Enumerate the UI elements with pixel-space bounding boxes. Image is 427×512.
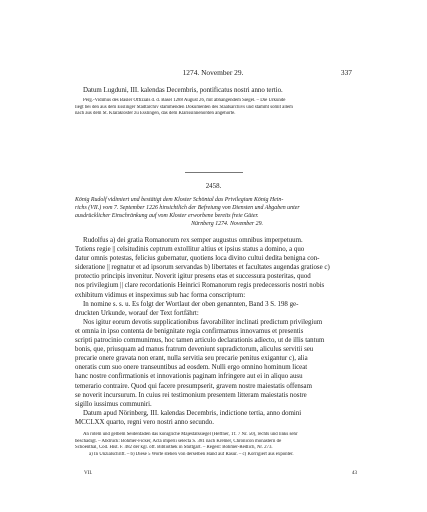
running-header (74, 68, 352, 80)
dating-line: Datum Lugduni, III. kalendas Decembris, pontificatus nostri anno tertio. (83, 87, 283, 94)
place-and-date: Nürnberg 1274. November 29. (191, 221, 263, 227)
editorial-insert-line: druckten Urkunde, worauf der Text fortfährt: (75, 309, 199, 317)
body-line: Rudolfus a) dei gratia Romanorum rex semper augustus omnibus imperpetuum. (83, 237, 303, 244)
header-date: 1274. November 29. (182, 68, 244, 77)
note-line: liegt bei den aus dem Esslinger Stadtarchiv stammenden Dokumenten des Staatsarchivs und stammt somit allem (75, 104, 293, 110)
body-line: precarie onere gravata non erant, nulla servitia seu precarie penitus exigantur c), alia (75, 355, 308, 363)
body-line: nos privilegium || clare recordationis Heinrici Romanorum regis predecessoris nostri nobis (75, 282, 325, 290)
heading-line: ausdrücklicher Einschränkung auf vom Kloster erworbene bereits freie Güter. (75, 213, 259, 219)
page-footer (84, 470, 357, 480)
body-line: MCCLXX quarto, regni vero nostri anno secundo. (75, 418, 214, 426)
volume-signature: VII. (84, 470, 93, 476)
document-heading (75, 196, 353, 228)
heading-line: König Rudolf vidimiert und bestätigt dem Kloster Schöntal das Privilegium König Hein- (75, 197, 284, 203)
previous-document-ending (75, 86, 353, 118)
section-divider (185, 172, 243, 173)
editorial-insert-line: In nomine s. s. u. Es folgt der Wortlaut der oben genannten, Band 3 S. 198 ge- (83, 300, 299, 308)
document-number: 2458. (205, 183, 222, 190)
body-line: sideratione || regnatur et ad ipsorum servandas b) libertates et facultates augendas gratiose c) (75, 264, 330, 272)
page-number: 337 (340, 68, 352, 77)
apparatus-line: An rotem und gelbem Seidenfäden das königliche Majestätssiegel (Heffner, Tf. 7 Nr. 50), rechts und links sehr (83, 432, 298, 437)
apparatus-line: a) In Unzialschrift. – b) Diese 5 Worte stehen von derselben Hand auf Rasur. – c) Korrigiert aus exponter. (89, 451, 294, 457)
body-line: Datum apud Nörinberg, III. kalendas Decembris, indictione tertia, anno domini (83, 409, 302, 417)
body-line: oneratis cum suo onere transeuntibus ad eosdem. Nulli ergo omnino hominum liceat (75, 364, 308, 372)
body-line: exhibitum vidimus et inspeximus sub hac forma conscriptum: (75, 291, 246, 299)
body-line: Nos igitur eorum devotis supplicationibus favorabiliter inclinati predictum privilegium (83, 318, 323, 326)
note-line: Perg.-Vidimus des Basler Offizials d. d. Basel 1288 August 26, mit abhangendem Siegel. – Die Urkunde (83, 98, 286, 104)
body-line: datur omnis potestas, felicius gubernatur, quotiens loca divino cultui dedita benigna con- (75, 255, 320, 263)
sheet-signature: 43 (351, 470, 357, 476)
body-line: temerario contraire. Quod qui facere presumpserit, gravem nostre maiestatis offensam (75, 382, 312, 390)
body-line: bonis, que, priusquam ad manus fratrum deveniunt supradictorum, aliculus servitii seu (75, 346, 314, 354)
document-body (75, 236, 353, 427)
body-line: sigillo iussimus communiri. (75, 400, 152, 408)
document-notes (75, 432, 353, 458)
apparatus-line: Schoenthal, Cod. Hist. F. 482 der kgl. öff. Bibliothek in Stuttgart. – Regest: Böhmer-Redlich, Nr. 273. (75, 445, 273, 451)
heading-line: richs (VII.) vom 7. September 1226 hinsichtlich der Befreiung von Diensten und Abgaben unter (75, 205, 300, 211)
body-line: et omnia in ipso contenta de benignitate regia confirmamus innovamus et presentis (75, 327, 304, 335)
previous-document-note (75, 98, 353, 118)
body-line: hanc nostre confirmationis et innovationis paginam infringere aut ei in aliquo ausu (75, 373, 303, 381)
body-line: se noverit incursurum. In cuius rei testimonium presentem litteram maiestatis nostre (75, 391, 307, 399)
body-line: Totiens regie || celsitudinis ceptrum extollitur altius et ipsius status a domino, a quo (75, 246, 305, 254)
body-line: protectio principis invenitur. Noverit igitur presens etas et successura posteritas, quod (75, 273, 311, 281)
apparatus-line: beschädigt. – Abdruck: Böhmer-Ficker, Acta imperii selecta S. 381 nach Kremer, Chronicon monasterii de (75, 438, 282, 444)
note-line: nach aus dem St. Klarakloster zu Esslingen, das dem Klarissinnenorden angehörte. (75, 111, 236, 117)
body-line: scripti patrocinio communimus, hoc tamen articulo declarationis adiecto, ut de illis tantum (75, 337, 325, 345)
